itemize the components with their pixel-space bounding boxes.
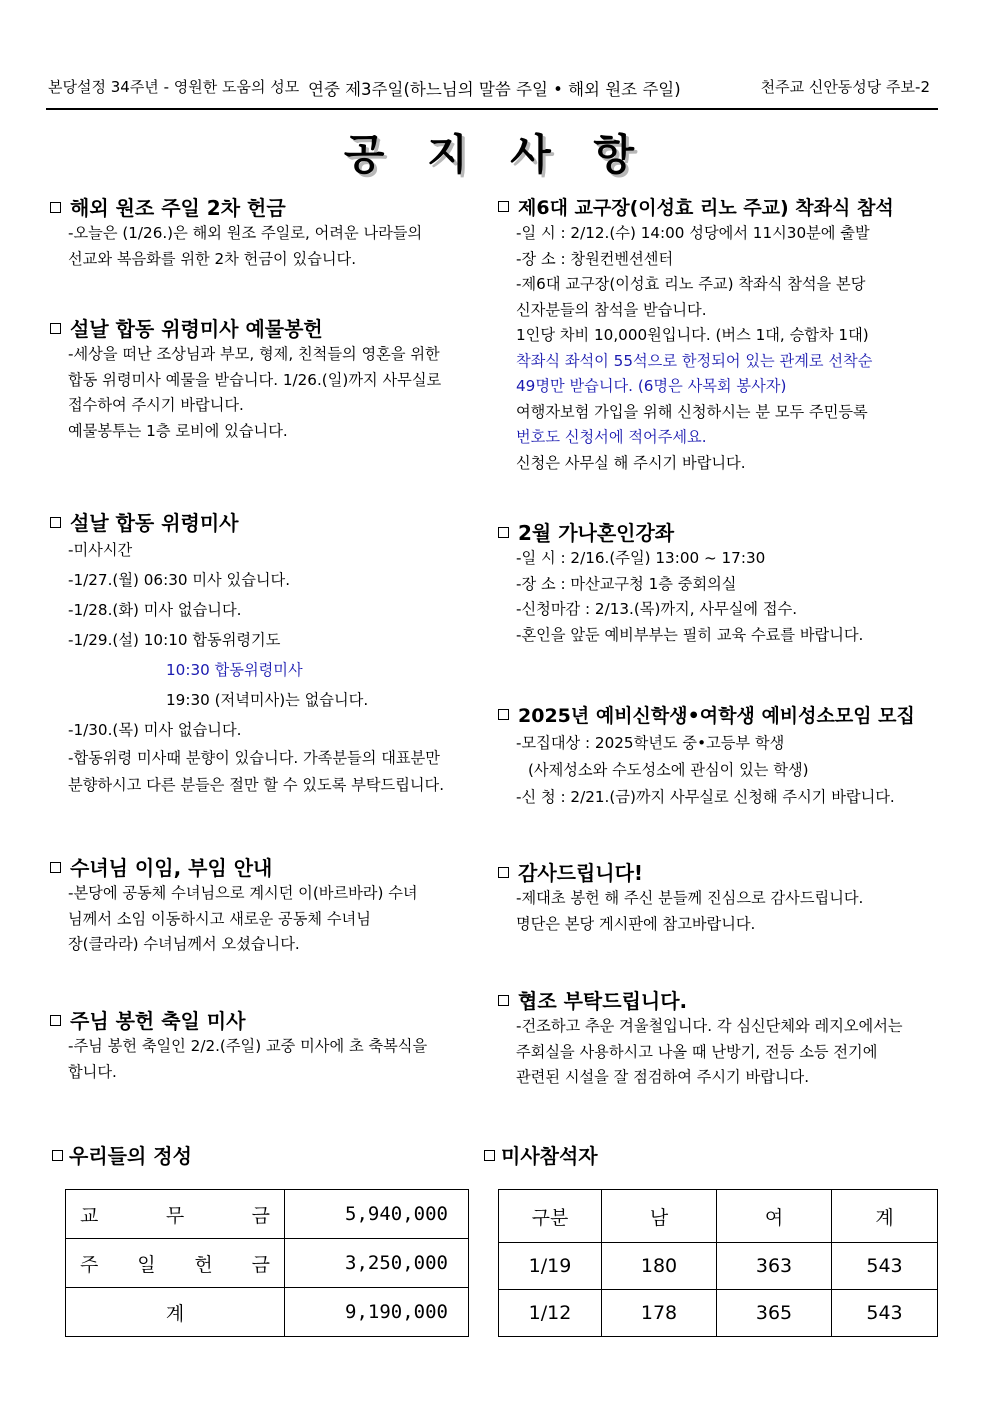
notice-memorial-mass [50,510,490,799]
notice-line: 분향하시고 다른 분들은 절만 할 수 있도록 부탁드립니다. [68,776,445,794]
notice-line: -모집대상 : 2025학년도 중•고등부 학생 [516,734,785,752]
notice-title: 협조 부탁드립니다. [498,988,938,1014]
notice-line: 19:30 (저녁미사)는 없습니다. [166,691,369,709]
checkbox-square-icon [50,323,61,334]
notice-line: -1/30.(목) 미사 없습니다. [68,721,242,739]
table-cell: 178 [602,1290,717,1337]
header-bulletin-name: 천주교 신안동성당 주보-2 [760,78,930,96]
offering-table [65,1189,469,1337]
notice-line: 관련된 시설을 잘 점검하여 주시기 바랍니다. [516,1068,810,1086]
notice-presentation-mass [50,1008,490,1085]
notice-title: 주님 봉헌 축일 미사 [50,1008,490,1034]
checkbox-square-icon [484,1150,495,1161]
offering-value: 3,250,000 [285,1239,469,1288]
notice-line: 접수하여 주시기 바랍니다. [68,396,244,414]
table-cell: 180 [602,1243,717,1290]
offering-value: 9,190,000 [285,1288,469,1337]
notice-line: 번호도 신청서에 적어주세요. [516,428,707,446]
notice-line: 합동 위령미사 예물을 받습니다. 1/26.(일)까지 사무실로 [68,370,442,389]
notice-line: -주님 봉헌 축일인 2/2.(주일) 교중 미사에 초 축복식을 [68,1037,428,1055]
notice-line: -1/27.(월) 06:30 미사 있습니다. [68,571,291,589]
table-cell: 543 [832,1290,938,1337]
offering-label: 계 [66,1288,285,1337]
notice-line: -본당에 공동체 수녀님으로 계시던 이(바르바라) 수녀 [68,884,418,902]
notice-line: 님께서 소임 이동하시고 새로운 공동체 수녀님 [68,909,371,928]
offering-heading: 우리들의 정성 [52,1140,192,1169]
attendance-table [498,1189,938,1337]
notice-vocation-recruit [498,703,938,811]
notice-line: -일 시 : 2/12.(수) 14:00 성당에서 11시30분에 출발 [516,224,870,242]
notice-line: -제대초 봉헌 해 주신 분들께 진심으로 감사드립니다. [516,889,864,907]
table-cell: 365 [717,1290,832,1337]
notice-line: 여행자보험 가입을 위해 신청하시는 분 모두 주민등록 [516,402,868,421]
table-cell: 1/19 [499,1243,602,1290]
table-cell: 363 [717,1243,832,1290]
notice-thanks [498,860,938,937]
notice-line: -오늘은 (1/26.)은 해외 원조 주일로, 어려운 나라들의 [68,224,423,242]
notice-line: -1/28.(화) 미사 없습니다. [68,601,242,619]
checkbox-square-icon [498,995,509,1006]
table-cell: 543 [832,1243,938,1290]
notice-overseas-aid [50,195,490,272]
notice-line: 장(클라라) 수녀님께서 오셨습니다. [68,935,300,953]
table-row [499,1290,938,1337]
notice-title: 제6대 교구장(이성효 리노 주교) 착좌식 참석 [498,195,938,221]
offering-value: 5,940,000 [285,1190,469,1239]
checkbox-square-icon [52,1150,63,1161]
notice-title: 2월 가나혼인강좌 [498,520,938,546]
table-row [66,1190,469,1239]
notice-line: 명단은 본당 게시판에 참고바랍니다. [516,914,756,933]
attendance-heading: 미사참석자 [484,1140,598,1169]
column-header: 구분 [499,1190,602,1243]
checkbox-square-icon [50,1015,61,1026]
table-row [499,1243,938,1290]
checkbox-square-icon [498,527,509,538]
notice-line: -합동위령 미사때 분향이 있습니다. 가족분들의 대표분만 [68,749,440,767]
notice-bishop-installation [498,195,938,476]
bulletin-header [46,72,938,110]
notice-cooperation [498,988,938,1091]
notice-line: -제6대 교구장(이성효 리노 주교) 착좌식 참석을 본당 [516,275,866,293]
notice-line: -혼인을 앞둔 예비부부는 필히 교육 수료를 바랍니다. [516,625,864,644]
notice-title: 2025년 예비신학생•여학생 예비성소모임 모집 [498,703,938,729]
offering-label: 교 무 금 [66,1190,285,1239]
notice-marriage-course [498,520,938,648]
checkbox-square-icon [498,867,509,878]
checkbox-square-icon [50,517,61,528]
notice-line: -미사시간 [68,541,133,559]
table-row [66,1239,469,1288]
notice-line: -건조하고 추운 겨울철입니다. 각 심신단체와 레지오에서는 [516,1017,903,1035]
notice-line: 선교와 복음화를 위한 2차 헌금이 있습니다. [68,249,357,268]
notice-line: 1인당 차비 10,000원입니다. (버스 1대, 승합차 1대) [516,326,869,344]
table-row [66,1288,469,1337]
notice-line: -신청마감 : 2/13.(목)까지, 사무실에 접수. [516,600,798,618]
column-header: 여 [717,1190,832,1243]
notice-title: 해외 원조 주일 2차 헌금 [50,195,490,221]
notice-title: 수녀님 이임, 부임 안내 [50,855,490,881]
notice-memorial-offering [50,316,490,444]
notice-line: 49명만 받습니다. (6명은 사목회 봉사자) [516,377,787,395]
page-title: 공 지 사 항 [343,130,649,179]
notice-line: (사제성소와 수도성소에 관심이 있는 학생) [528,761,809,779]
notice-line: -장 소 : 창원컨벤션센터 [516,249,674,268]
notice-line: 착좌식 좌석이 55석으로 한정되어 있는 관계로 선착순 [516,351,873,370]
table-cell: 1/12 [499,1290,602,1337]
header-sunday-title: 연중 제3주일(하느님의 말씀 주일 • 해외 원조 주일) [308,80,681,99]
notice-line: 10:30 합동위령미사 [166,661,303,679]
notice-line: -신 청 : 2/21.(금)까지 사무실로 신청해 주시기 바랍니다. [516,788,895,806]
notice-title: 설날 합동 위령미사 [50,510,490,536]
notice-line: 신청은 사무실 해 주시기 바랍니다. [516,453,746,472]
notice-line: -세상을 떠난 조상님과 부모, 형제, 친척들의 영혼을 위한 [68,345,440,363]
notice-line: 합니다. [68,1062,117,1081]
notice-line: 신자분들의 참석을 받습니다. [516,300,707,319]
table-header-row [499,1190,938,1243]
notice-line: -1/29.(설) 10:10 합동위령기도 [68,631,281,649]
column-header: 남 [602,1190,717,1243]
checkbox-square-icon [498,709,509,720]
column-header: 계 [832,1190,938,1243]
notice-line: -일 시 : 2/16.(주일) 13:00 ~ 17:30 [516,549,766,567]
notice-line: -장 소 : 마산교구청 1층 중회의실 [516,574,737,593]
notice-line: 주회실을 사용하시고 나올 때 난방기, 전등 소등 전기에 [516,1042,878,1061]
notice-title: 설날 합동 위령미사 예물봉헌 [50,316,490,342]
checkbox-square-icon [50,202,61,213]
checkbox-square-icon [50,862,61,873]
notice-title: 감사드립니다! [498,860,938,886]
header-parish-anniversary: 본당설정 34주년 - 영원한 도움의 성모 [48,78,300,96]
notice-line: 예물봉투는 1층 로비에 있습니다. [68,421,288,440]
notice-sister-transfer [50,855,490,958]
offering-label: 주 일 헌 금 [66,1239,285,1288]
checkbox-square-icon [498,201,509,212]
